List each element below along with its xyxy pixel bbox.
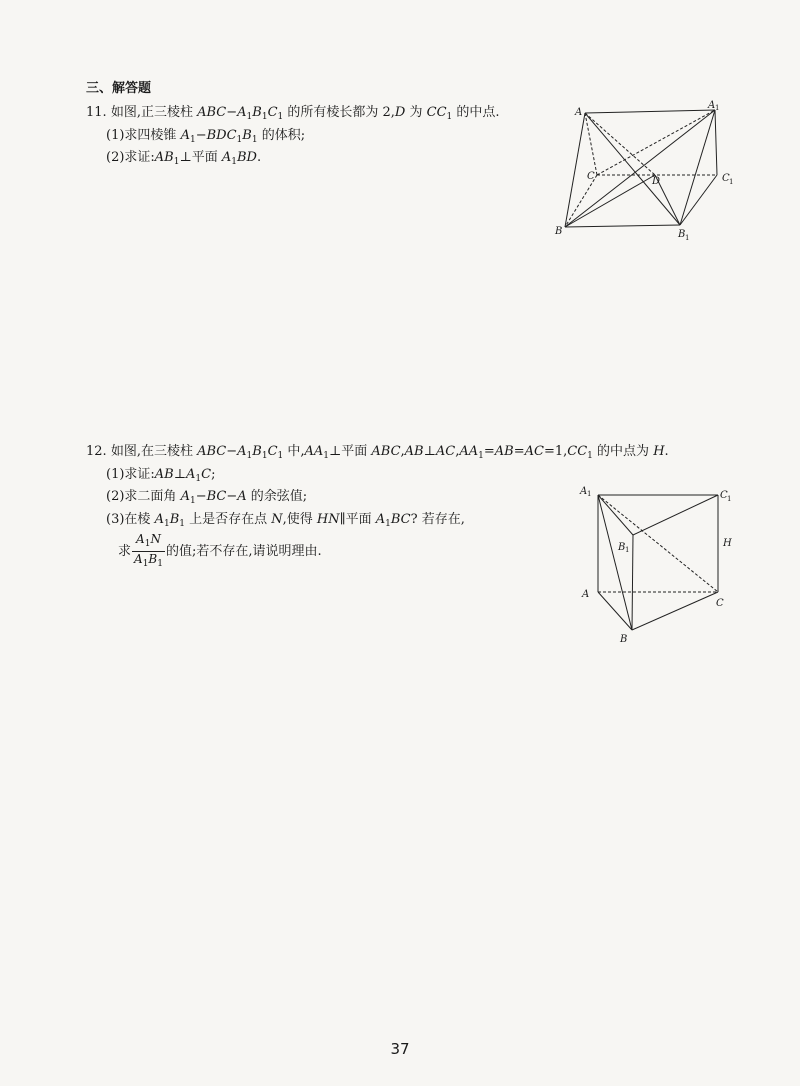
svg-text:1: 1: [727, 495, 732, 503]
figure-11-labels: [554, 100, 733, 242]
svg-text:C: C: [716, 598, 724, 609]
svg-text:A: A: [582, 589, 590, 600]
section-title: 三、解答题: [86, 81, 152, 96]
page-number: 37: [390, 1040, 410, 1058]
prism-figure-12: [570, 480, 750, 650]
q12-part3: (3)在棱 $A_1B_1$ 上是否存在点 N,使得 HN∥平面 $A_1BC$? 若存在,: [106, 512, 465, 529]
q11-part1: (1)求四棱锥 $A_1-BDC_1B_1$ 的体积;: [106, 128, 306, 145]
svg-text:1: 1: [715, 104, 720, 112]
svg-text:C: C: [722, 173, 730, 184]
svg-text:1: 1: [685, 234, 690, 242]
svg-text:C: C: [587, 171, 595, 182]
svg-text:A: A: [708, 100, 716, 111]
svg-text:B: B: [620, 634, 628, 645]
q12-number: 12.: [86, 444, 107, 459]
q12-part3-cont: 求 $\frac{A_1N}{A_1B_1}$ 的值;若不存在,请说明理由.: [118, 532, 322, 569]
svg-text:H: H: [723, 538, 732, 549]
svg-text:1: 1: [625, 546, 630, 554]
q11-part2: (2)求证$:AB_1\perp$平面 $A_1BD$.: [106, 150, 262, 167]
fraction-a1n-over-a1b1: $\frac{A_1N}{A_1B_1}$: [134, 532, 163, 569]
q12-part2: (2)求二面角 $A_1-BC-A$ 的余弦值;: [106, 489, 308, 506]
svg-text:D: D: [652, 176, 661, 187]
svg-text:1: 1: [587, 490, 592, 498]
q11-stem: 11. 如图,正三棱柱 $ABC-A_1B_1C_1$ 的所有棱长都为 2,D 为 $CC_1$ 的中点.: [86, 105, 500, 122]
svg-text:A: A: [580, 486, 588, 497]
q11-number: 11.: [86, 105, 107, 120]
svg-text:1: 1: [729, 178, 734, 186]
svg-text:B: B: [678, 229, 686, 240]
svg-text:A: A: [575, 107, 583, 118]
svg-text:B: B: [555, 226, 563, 237]
q12-part1: (1)求证$:AB\perp A_1C$;: [106, 467, 216, 484]
prism-figure-11: [550, 95, 750, 245]
q12-stem: 12. 如图,在三棱柱 $ABC-A_1B_1C_1$ 中$,AA_1\perp$平面 $ABC,AB\perp AC,AA_1=AB=AC=1,CC_1$ 的中点为 H.: [86, 444, 669, 461]
svg-text:B: B: [618, 542, 626, 553]
svg-text:C: C: [720, 490, 728, 501]
